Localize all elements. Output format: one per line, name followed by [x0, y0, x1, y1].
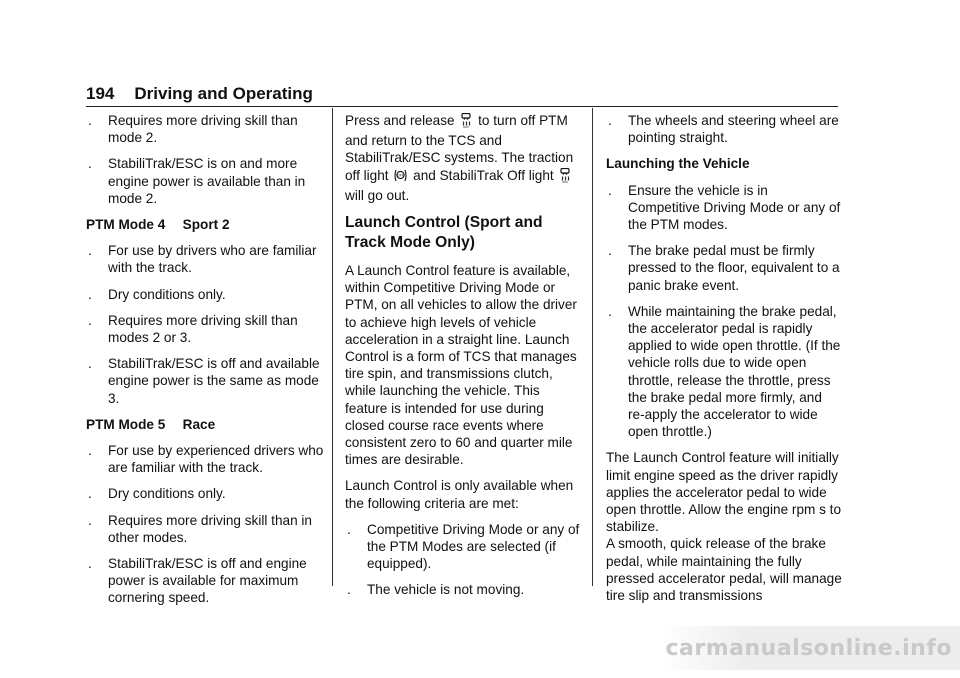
list-item-text: The wheels and steering wheel are pointing straight. — [628, 113, 839, 146]
bullet-mark: . — [88, 356, 92, 372]
list-item-text: For use by drivers who are familiar with the track. — [108, 243, 317, 276]
list-item — [86, 312, 324, 346]
header-rule — [86, 106, 838, 107]
bullet-mark: . — [88, 243, 92, 259]
brake-release-paragraph: A smooth, quick release of the brake pedal, while maintaining the fully pressed accelerator pedal, will manage tire slip and transmissions — [606, 536, 842, 604]
list-item — [86, 555, 324, 607]
ptm-off-paragraph — [345, 112, 581, 204]
list-item-text: Requires more driving skill than mode 2. — [108, 113, 298, 146]
list-item — [606, 182, 842, 234]
bullet-mark: . — [88, 286, 92, 302]
column-divider-left — [332, 108, 333, 586]
ptm-mode-5-heading: PTM Mode 5 Race — [86, 416, 216, 432]
launch-control-paragraph: A Launch Control feature is available, within Competitive Driving Mode or PTM, on all vehicles to allow the driver to achieve high levels of vehicle acceleration in a straight line. Launch Control is a form of TCS that manages tire spin, and transmissions clutch, while launching the vehicle. This feature is intended for use during closed course race events where consistent zero to 60 and quarter mile times are desirable. — [345, 263, 577, 468]
paragraph-text: and StabiliTrak Off light — [413, 167, 554, 183]
list-item-text: Dry conditions only. — [108, 286, 226, 302]
svg-text:OFF: OFF — [397, 173, 405, 178]
paragraph-text: will go out. — [345, 187, 410, 203]
list-item-text: Ensure the vehicle is in Competitive Driving Mode or any of the PTM modes. — [628, 182, 841, 233]
list-item — [86, 485, 324, 502]
launch-control-limit-paragraph: The Launch Control feature will initially limit engine speed as the driver rapidly applies the accelerator pedal to wide open throttle. Allow the engine rpm s to stabilize. — [606, 450, 842, 535]
list-item-text: Competitive Driving Mode or any of the PTM Modes are selected (if equipped). — [367, 521, 580, 572]
list-item-text: The brake pedal must be firmly pressed to the floor, equivalent to a panic brake event. — [628, 243, 840, 293]
launch-control-heading: Launch Control (Sport and Track Mode Only) — [345, 214, 543, 252]
paragraph-text: Press and release — [345, 113, 455, 128]
bullet-mark: . — [88, 312, 92, 328]
paragraph-text: to turn off PTM and return to the TCS and StabiliTrak/ESC systems. The traction off light — [345, 113, 574, 183]
bullet-mark: . — [608, 243, 612, 259]
bullet-mark: . — [88, 556, 92, 572]
launching-vehicle-heading: Launching the Vehicle — [606, 156, 750, 172]
list-item — [606, 242, 842, 294]
column-2 — [345, 112, 581, 608]
stabilitrak-off-icon — [559, 168, 571, 187]
list-item-text: Dry conditions only. — [108, 486, 226, 502]
ptm-mode-4-heading: PTM Mode 4 Sport 2 — [86, 217, 230, 233]
list-item-text: The vehicle is not moving. — [367, 582, 525, 598]
section-title: Driving and Operating — [134, 84, 313, 103]
bullet-mark: . — [88, 443, 92, 459]
bullet-mark: . — [347, 521, 351, 537]
column-3 — [606, 112, 842, 613]
svg-text:OFF: OFF — [562, 179, 569, 183]
list-item — [606, 303, 842, 441]
list-item — [86, 242, 324, 276]
bullet-mark: . — [608, 303, 612, 319]
watermark-text: carmanualsonline.info — [665, 635, 952, 661]
list-item — [606, 112, 842, 146]
column-divider-right — [592, 108, 593, 586]
bullet-mark: . — [608, 113, 612, 128]
bullet-mark: . — [88, 486, 92, 502]
list-item-text: Requires more driving skill than in other modes. — [108, 512, 312, 545]
page-header — [86, 84, 313, 104]
list-item-text: For use by experienced drivers who are familiar with the track. — [108, 443, 324, 476]
list-item-text: StabiliTrak/ESC is off and engine power is available for maximum cornering speed. — [108, 556, 307, 606]
stabilitrak-off-icon — [460, 113, 472, 132]
list-item — [345, 581, 581, 598]
list-item — [86, 355, 324, 407]
traction-off-icon — [394, 168, 407, 187]
launch-criteria-paragraph: Launch Control is only available when the following criteria are met: — [345, 478, 574, 511]
list-item — [86, 442, 324, 476]
list-item-text: StabiliTrak/ESC is off and available engine power is the same as mode 3. — [108, 356, 320, 406]
bullet-mark: . — [88, 113, 92, 128]
list-item — [86, 512, 324, 546]
bullet-mark: . — [88, 512, 92, 528]
page-number: 194 — [86, 84, 115, 103]
list-item-text: While maintaining the brake pedal, the accelerator pedal is rapidly applied to wide open throttle. (If the vehicle rolls due to wide open throttle, release the throttle, press the brake pedal more firmly, and re-apply the accelerator to wide open throttle.) — [628, 303, 841, 440]
list-item — [86, 155, 324, 207]
list-item — [86, 112, 324, 146]
bullet-mark: . — [347, 582, 351, 598]
list-item — [345, 521, 581, 573]
bullet-mark: . — [88, 156, 92, 172]
list-item — [86, 286, 324, 303]
svg-text:OFF: OFF — [463, 124, 470, 128]
list-item-text: Requires more driving skill than modes 2 or 3. — [108, 312, 298, 346]
column-1 — [86, 112, 324, 616]
site-watermark — [660, 626, 960, 670]
list-item-text: StabiliTrak/ESC is on and more engine power is available than in mode 2. — [108, 156, 306, 206]
bullet-mark: . — [608, 182, 612, 198]
